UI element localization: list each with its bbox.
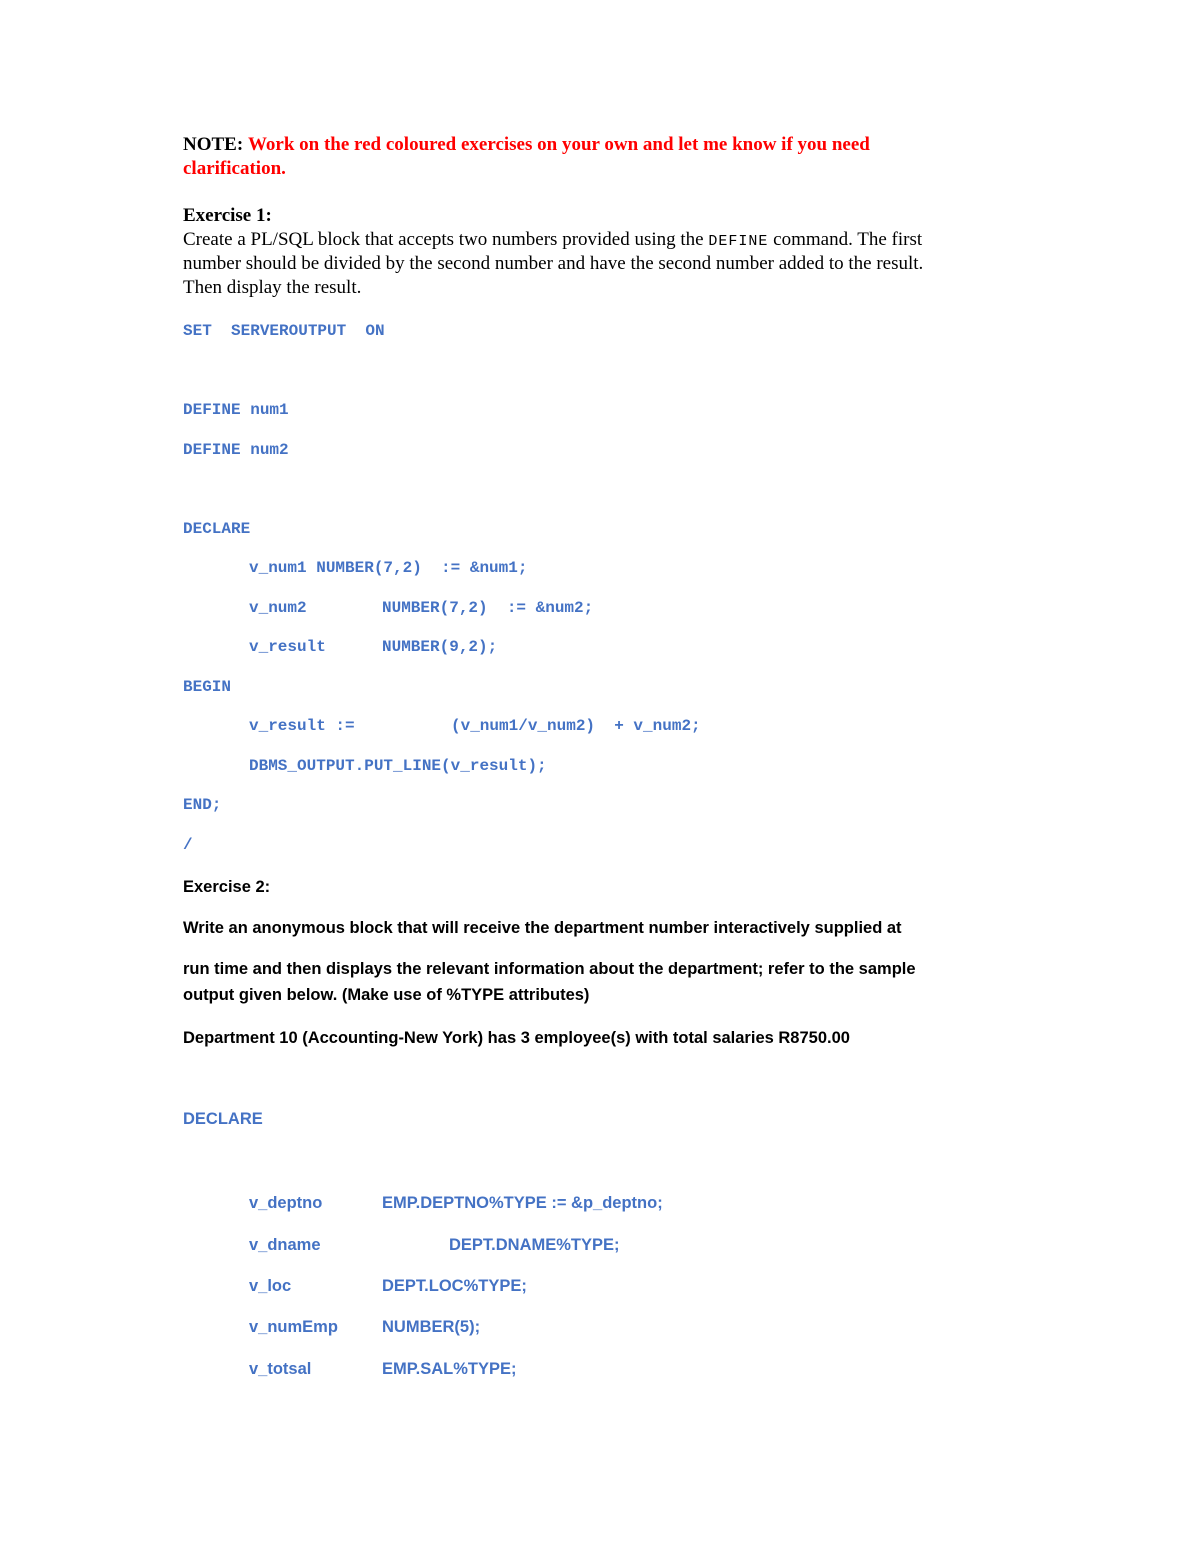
code2-row-type: DEPT.DNAME%TYPE; — [449, 1236, 620, 1254]
code-define-num2: DEFINE num2 — [183, 441, 289, 459]
code2-row-name: v_loc — [249, 1277, 292, 1295]
exercise-1-desc-2: number should be divided by the second number and have the second number added to the result. — [183, 253, 924, 274]
desc-text: Create a PL/SQL block that accepts two numbers provided using the — [183, 229, 709, 250]
code-var-result-type: NUMBER(9,2); — [382, 638, 498, 656]
code-assign-right: (v_num1/v_num2) + v_num2; — [451, 717, 701, 735]
define-keyword: DEFINE — [708, 233, 769, 250]
code2-row-name: v_deptno — [249, 1194, 323, 1212]
code-slash: / — [183, 836, 193, 854]
exercise-1-desc-3: Then display the result. — [183, 277, 362, 298]
code-set-serveroutput: SET SERVEROUTPUT ON — [183, 322, 385, 340]
note-text-1: Work on the red coloured exercises on your own and let me know if you need — [247, 134, 870, 155]
exercise-2-heading: Exercise 2: — [183, 878, 271, 896]
code-define-num1: DEFINE num1 — [183, 401, 289, 419]
code2-row-type: EMP.DEPTNO%TYPE := &p_deptno; — [382, 1194, 663, 1212]
sample-output: Department 10 (Accounting-New York) has 3 employee(s) with total salaries R8750.00 — [183, 1029, 850, 1047]
exercise-1-desc-1 — [183, 229, 922, 251]
code2-row-type: DEPT.LOC%TYPE; — [382, 1277, 527, 1295]
code-var-num1: v_num1 NUMBER(7,2) := &num1; — [249, 559, 528, 577]
code-put-line: DBMS_OUTPUT.PUT_LINE(v_result); — [249, 757, 547, 775]
code-var-num2-name: v_num2 — [249, 599, 307, 617]
note-label: NOTE: — [183, 134, 244, 155]
code2-row-type: EMP.SAL%TYPE; — [382, 1360, 517, 1378]
code2-declare: DECLARE — [183, 1110, 263, 1128]
code-var-result-name: v_result — [249, 638, 326, 656]
code2-row-name: v_numEmp — [249, 1318, 338, 1336]
code-declare: DECLARE — [183, 520, 251, 538]
code2-row-name: v_totsal — [249, 1360, 312, 1378]
code-end: END; — [183, 796, 222, 814]
code-var-num2-type: NUMBER(7,2) := &num2; — [382, 599, 594, 617]
code-assign-left: v_result := — [249, 717, 355, 735]
code-begin: BEGIN — [183, 678, 232, 696]
desc-text: command. The first — [768, 229, 923, 250]
exercise-2-desc-3: output given below. (Make use of %TYPE attributes) — [183, 986, 590, 1004]
exercise-2-desc-1: Write an anonymous block that will receive the department number interactively supplied at — [183, 919, 902, 937]
note-text-2: clarification. — [183, 158, 286, 179]
code2-row-name: v_dname — [249, 1236, 321, 1254]
exercise-1-heading: Exercise 1: — [183, 205, 272, 226]
code2-row-type: NUMBER(5); — [382, 1318, 481, 1336]
exercise-2-desc-2: run time and then displays the relevant information about the department; refer to the sample — [183, 960, 916, 978]
note-line-1 — [183, 134, 870, 156]
